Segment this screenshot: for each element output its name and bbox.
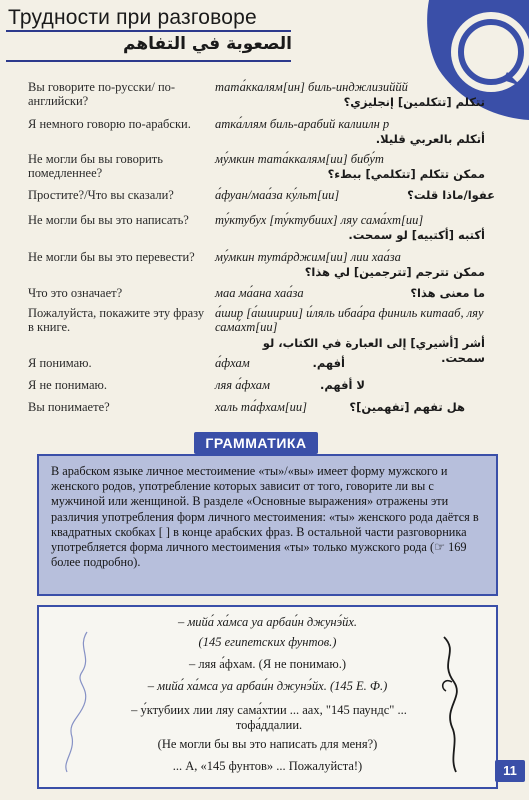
section-title-russian: Трудности при разговоре: [8, 6, 257, 29]
phrase-transliteration: маа ма́ана хаа́за: [215, 286, 304, 300]
phrase-russian: Вы говорите по-русски/ по-английски?: [28, 80, 176, 108]
phrase-transliteration: а́шир [а́шиирии] и́ляль ибаа́ра финиль китааб, ляу сама́хт[ии]: [215, 306, 484, 334]
phrase-arabic: عفوا/ماذا قلت؟: [407, 188, 495, 202]
grammar-tab-label: ГРАММАТИКА: [205, 435, 307, 451]
phrase-arabic: أكتبه [أكتبيه] لو سمحت.: [348, 228, 485, 242]
phrase-arabic: أشر [أشيري] إلى العبارة في الكتاب، لو سمحت.: [262, 336, 485, 365]
phrase-arabic: ممكن تترجم [تترجمين] لي هذا؟: [304, 265, 485, 279]
phrase-russian: Пожалуйста, покажите эту фразу в книге.: [28, 306, 205, 334]
phrase-transliteration: ляя а́фхам: [215, 378, 270, 392]
phrase-arabic: تتكلم [تتكلمين] إنجليزي؟: [343, 95, 485, 109]
dialog-line: (Не могли бы вы это написать для меня?): [157, 737, 378, 751]
phrase-russian: Вы понимаете?: [28, 400, 110, 414]
phrase-arabic: لا أفهم.: [319, 378, 365, 392]
phrase-transliteration: атка́ллям биль-арабий калиилн р: [215, 117, 390, 131]
phrase-arabic: ما معنى هذا؟: [410, 286, 485, 300]
grammar-text: В арабском языке личное местоимение «ты»/«вы» имеет форму мужского и женского родов, употребление которых зависит от того, говорите ли вы с мужчиной или женщиной. В разделе «Основные выражения» отражены эти различия употребления форм личного местоимения: «ты» женского рода даётся в квадратных скобках [ ] в конце арабских фраз. В остальной части разговорника употребляется форма личного местоимения «ты» только мужского рода (☞ 169 более подробно).: [51, 464, 479, 570]
phrase-transliteration: му́мкин тата́ккалям[ии] бибу́т: [215, 152, 384, 166]
phrase-transliteration: а́фхам: [215, 356, 250, 370]
phrase-russian: Я не понимаю.: [28, 378, 107, 392]
phrase-transliteration: халь та́фхам[ии]: [215, 400, 308, 414]
title-divider: [6, 30, 291, 32]
page-number: 11: [495, 760, 525, 782]
phrase-russian: Не могли бы вы говорить помедленнее?: [28, 152, 163, 180]
section-title-arabic: الصعوبة في التفاهم: [123, 34, 292, 54]
phrase-russian: Что это означает?: [28, 286, 123, 300]
dialog-line: – мийа́ ха́мса уа арбаи́н джунэ́йх.: [177, 615, 358, 629]
grammar-tab: [194, 432, 318, 454]
phrase-russian: Не могли бы вы это написать?: [28, 213, 189, 227]
dialog-box: [37, 605, 498, 789]
phrase-transliteration: ту́ктубух [ту́ктубиих] ляу сама́хт[ии]: [215, 213, 424, 227]
phrase-russian: Простите?/Что вы сказали?: [28, 188, 174, 202]
phrase-russian: Я немного говорю по-арабски.: [28, 117, 191, 131]
dialog-line: ... А, «145 фунтов» ... Пожалуйста!): [172, 759, 363, 773]
phrase-arabic: أفهم.: [312, 356, 345, 370]
phrase-transliteration: тата́ккалям[ин] биль-инджлизиййй: [215, 80, 408, 94]
title-divider-arabic: [6, 60, 291, 62]
dialog-line: – у́ктубиих лии ляу сама́хтии ... аах, "145 паундс" ... тофа́ддалии.: [131, 703, 407, 732]
dialog-line: – ляя а́фхам. (Я не понимаю.): [189, 657, 346, 671]
phrase-arabic: هل تفهم [تفهمين]؟: [349, 400, 465, 414]
phrase-arabic: أتكلم بالعربي قليلا.: [375, 132, 485, 146]
phrase-russian: Не могли бы вы это перевести?: [28, 250, 195, 264]
phrase-transliteration: а́фуан/маа́за ку́льт[ии]: [215, 188, 340, 202]
phrase-russian: Я понимаю.: [28, 356, 92, 370]
phrase-transliteration: му́мкин тутáрджим[ии] лии хаа́за: [215, 250, 401, 264]
grammar-box: [37, 454, 498, 596]
dialog-line: (145 египетских фунтов.): [198, 635, 337, 649]
dialog-line: – мийа́ ха́мса уа арбаи́н джунэ́йх. (145 Е. Ф.): [147, 679, 388, 693]
phrase-arabic: ممكن تتكلم [تتكلمي] ببطء؟: [327, 167, 485, 181]
